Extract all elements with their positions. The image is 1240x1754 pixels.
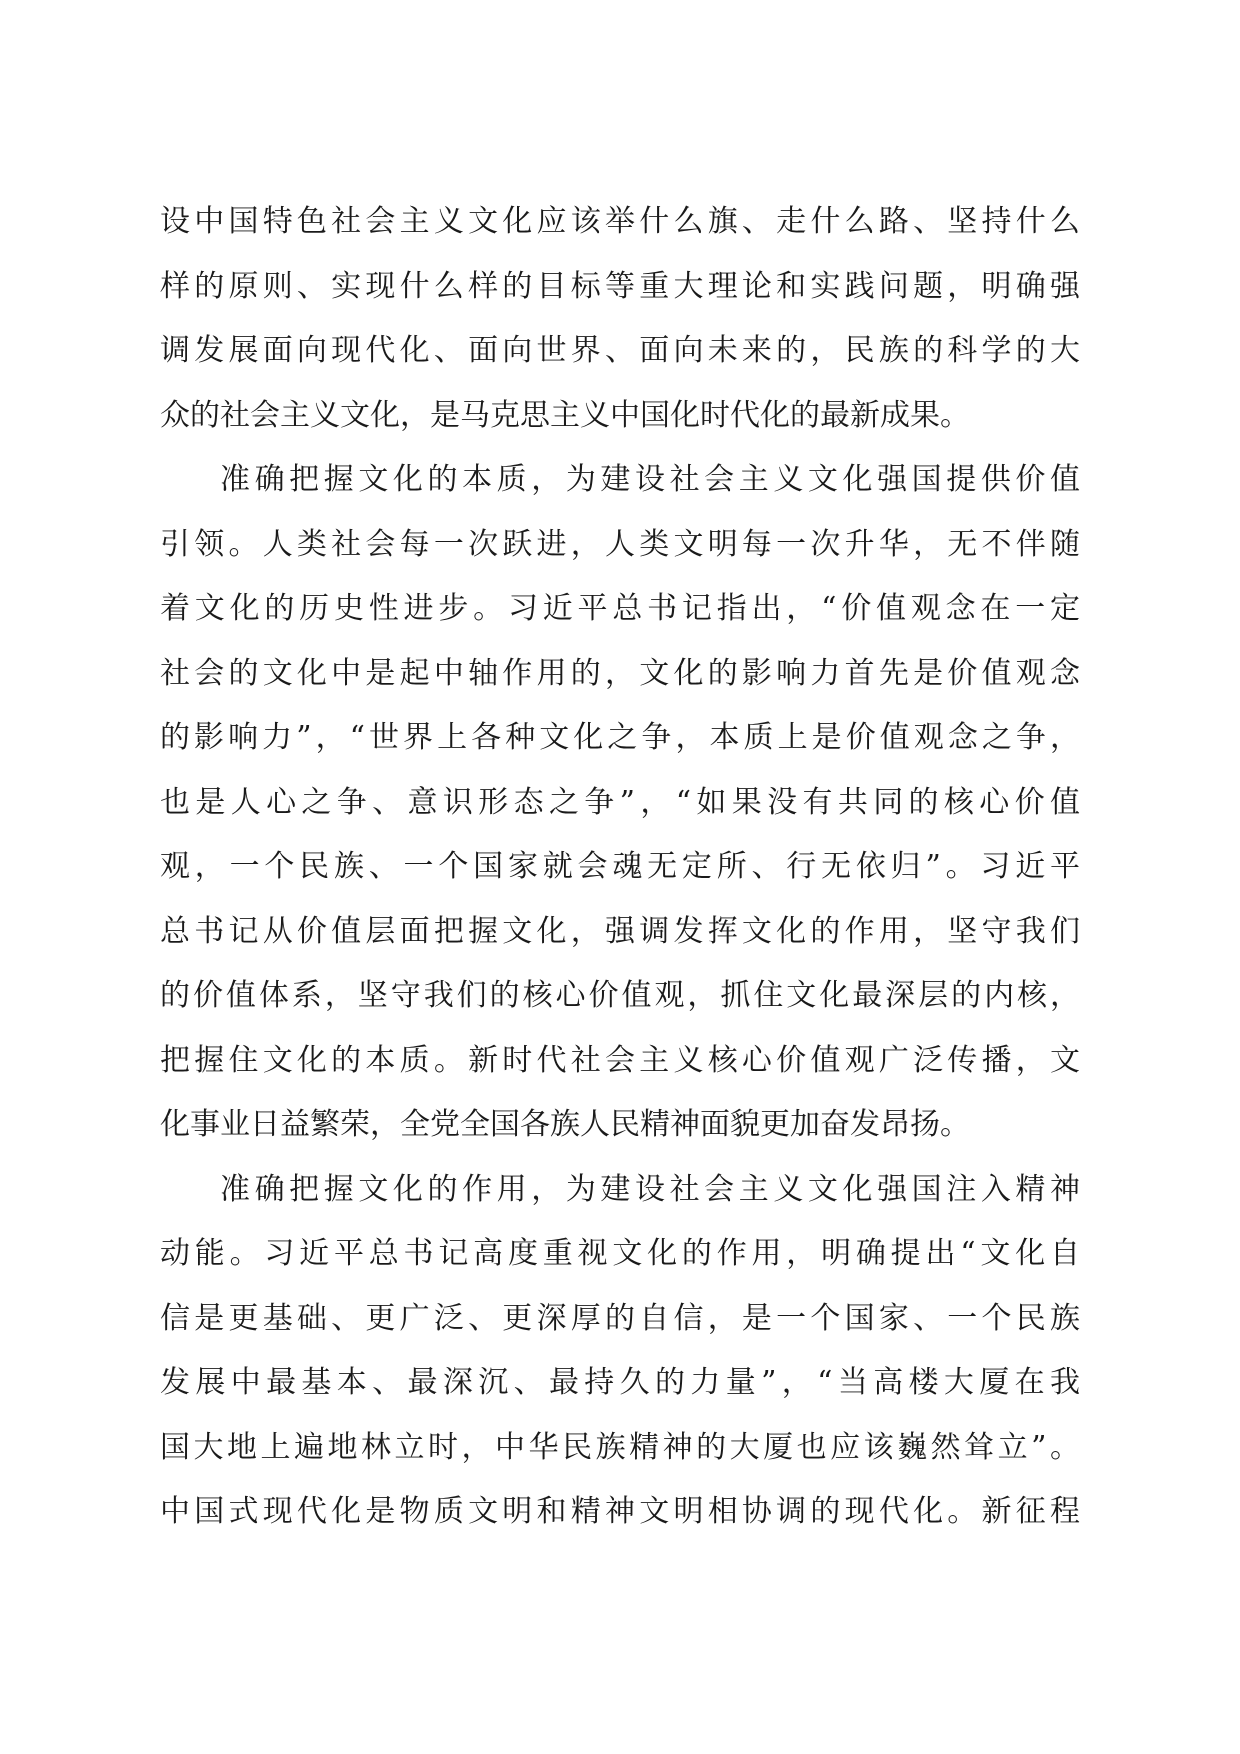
text-line: 着文化的历史性进步。习近平总书记指出，“价值观念在一定	[160, 591, 1080, 626]
paragraph-start-line: 准确把握文化的作用，为建设社会主义文化强国注入精神	[220, 1171, 1080, 1207]
paragraph-start-line: 准确把握文化的本质，为建设社会主义文化强国提供价值	[220, 462, 1080, 497]
text-line: 动能。习近平总书记高度重视文化的作用，明确提出“文化自	[160, 1236, 1080, 1271]
text-line: 观，一个民族、一个国家就会魂无定所、行无依归”。习近平	[160, 849, 1080, 884]
text-line: 也是人心之争、意识形态之争”，“如果没有共同的核心价值	[160, 784, 1080, 820]
text-line: 的影响力”，“世界上各种文化之争，本质上是价值观念之争，	[160, 720, 1080, 755]
text-line: 社会的文化中是起中轴作用的，文化的影响力首先是价值观念	[160, 655, 1080, 691]
text-line: 化事业日益繁荣，全党全国各族人民精神面貌更加奋发昂扬。	[160, 1107, 970, 1142]
body-text	[160, 190, 1080, 1545]
text-line: 设中国特色社会主义文化应该举什么旗、走什么路、坚持什么	[160, 204, 1080, 239]
text-line: 发展中最基本、最深沉、最持久的力量”，“当高楼大厦在我	[160, 1365, 1080, 1400]
text-line: 信是更基础、更广泛、更深厚的自信，是一个国家、一个民族	[160, 1300, 1080, 1336]
text-line: 中国式现代化是物质文明和精神文明相协调的现代化。新征程	[160, 1494, 1080, 1529]
text-line: 引领。人类社会每一次跃进，人类文明每一次升华，无不伴随	[160, 526, 1080, 562]
text-line: 调发展面向现代化、面向世界、面向未来的，民族的科学的大	[160, 333, 1080, 368]
text-line: 把握住文化的本质。新时代社会主义核心价值观广泛传播，文	[160, 1042, 1080, 1078]
text-line: 众的社会主义文化，是马克思主义中国化时代化的最新成果。	[160, 397, 970, 433]
text-line: 样的原则、实现什么样的目标等重大理论和实践问题，明确强	[160, 268, 1080, 304]
text-line: 国大地上遍地林立时，中华民族精神的大厦也应该巍然耸立”。	[160, 1429, 1080, 1465]
text-line: 的价值体系，坚守我们的核心价值观，抓住文化最深层的内核，	[160, 978, 1080, 1013]
text-line: 总书记从价值层面把握文化，强调发挥文化的作用，坚守我们	[160, 913, 1080, 949]
